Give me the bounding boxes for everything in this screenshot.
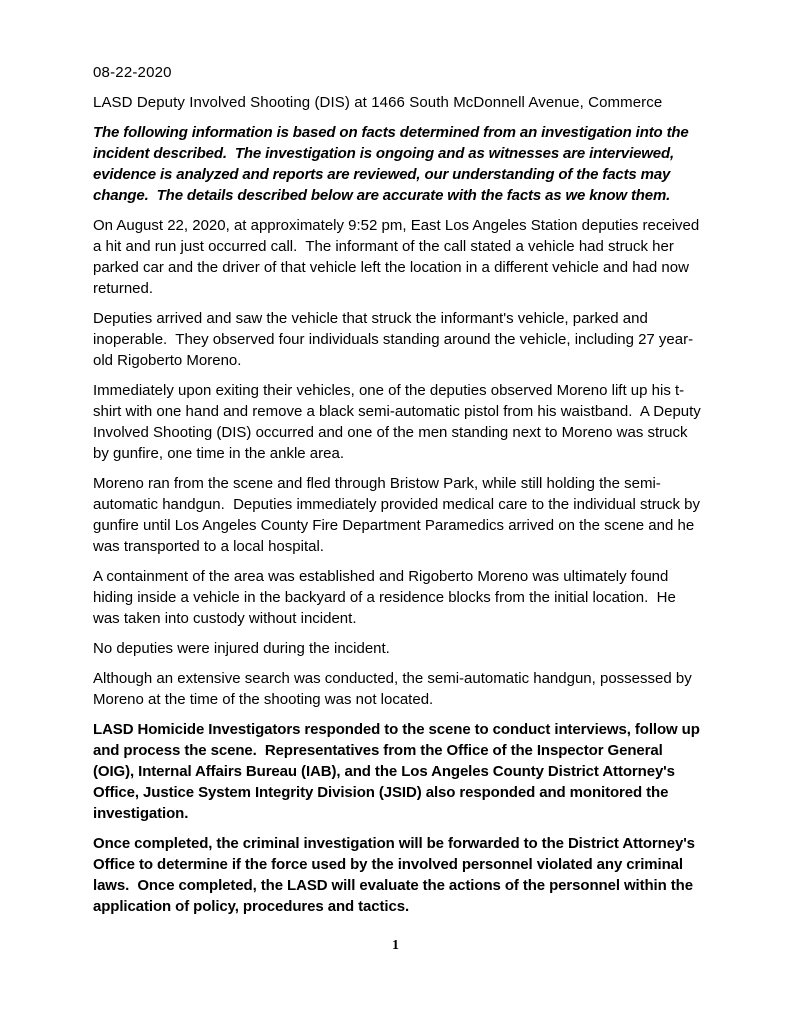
paragraph-flight-and-medical: Moreno ran from the scene and fled through Bristow Park, while still holding the semi-automatic handgun. Deputies immediately provided medical care to the individual struck by gunfire until Los Angeles County Fire Department Paramedics arrived on the scene and he was transported to a local hospital. [93,475,705,555]
paragraph-disclaimer: The following information is based on facts determined from an investigation into the incident described. The investigation is ongoing and as witnesses are interviewed, evidence is analyzed and reports are reviewed, our understanding of the facts may change. The details described below are accurate with the facts as we know them. [93,124,693,204]
paragraph-deputies-arrival: Deputies arrived and saw the vehicle that struck the informant's vehicle, parked and inoperable. They observed four individuals standing around the vehicle, including 27 year-old Rigoberto Moreno. [93,310,694,369]
paragraph-handgun-search: Although an extensive search was conducted, the semi-automatic handgun, possessed by Moreno at the time of the shooting was not located. [93,670,696,708]
paragraph-shooting: Immediately upon exiting their vehicles, one of the deputies observed Moreno lift up his t-shirt with one hand and remove a black semi-automatic pistol from his waistband. A Deputy Involved Shooting (DIS) occurred and one of the men standing next to Moreno was struck by gunfire, one time in the ankle area. [93,382,705,462]
paragraph-incident-call: On August 22, 2020, at approximately 9:52 pm, East Los Angeles Station deputies received a hit and run just occurred call. The informant of the call stated a vehicle had struck her parked car and the driver of that vehicle left the location in a different vehicle and had now returned. [93,217,704,297]
document-title: LASD Deputy Involved Shooting (DIS) at 1466 South McDonnell Avenue, Commerce [93,94,663,111]
document-body [93,62,705,926]
page-number: 1 [392,938,399,953]
paragraph-containment: A containment of the area was established and Rigoberto Moreno was ultimately found hiding inside a vehicle in the backyard of a residence blocks from the initial location. He was taken into custody without incident. [93,568,680,627]
paragraph-no-injuries: No deputies were injured during the incident. [93,640,390,657]
paragraph-criminal-investigation: Once completed, the criminal investigation will be forwarded to the District Attorney's Office to determine if the force used by the involved personnel violated any criminal laws. Once completed, the LASD will evaluate the actions of the personnel within the application of policy, procedures and tactics. [93,835,699,915]
date-line: 08-22-2020 [93,64,172,81]
paragraph-investigators-response: LASD Homicide Investigators responded to the scene to conduct interviews, follow up and process the scene. Representatives from the Office of the Inspector General (OIG), Internal Affairs Bureau (IAB), and the Los Angeles County District Attorney's Office, Justice System Integrity Division (JSID) also responded and monitored the investigation. [93,721,704,822]
